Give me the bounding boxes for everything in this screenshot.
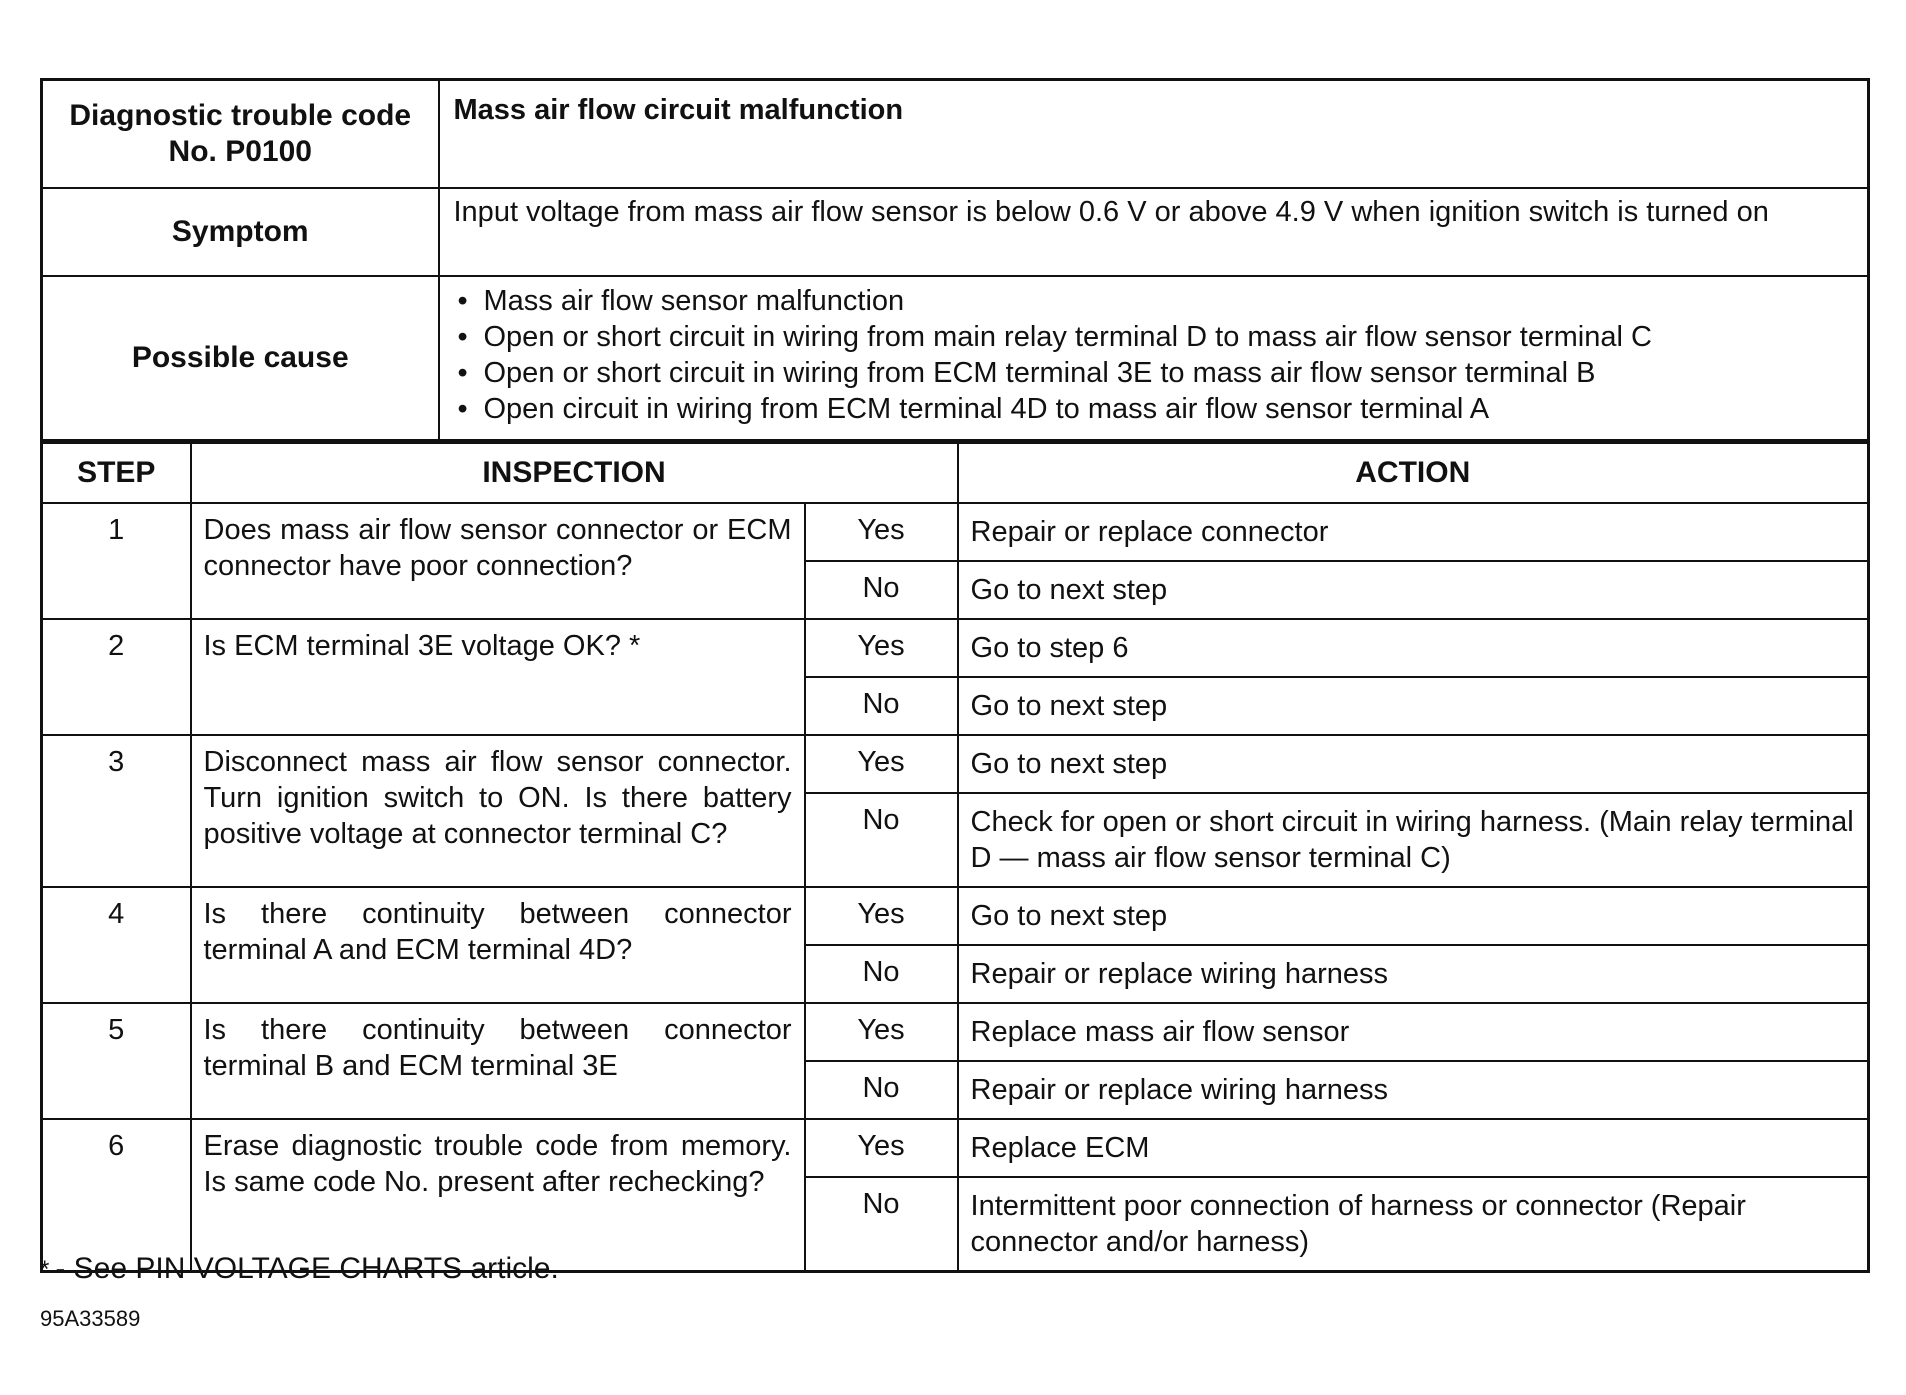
step-inspection: Is there continuity between connector terminal A and ECM terminal 4D?	[191, 887, 805, 1003]
no-label: No	[805, 1061, 958, 1119]
step-row	[42, 887, 1869, 945]
step-inspection: Is ECM terminal 3E voltage OK? *	[191, 619, 805, 735]
dtc-title: Mass air flow circuit malfunction	[439, 80, 1869, 188]
cause-item: • Mass air flow sensor malfunction	[454, 283, 1854, 319]
no-label: No	[805, 793, 958, 887]
possible-cause-label: Possible cause	[42, 276, 439, 441]
dtc-code-label: Diagnostic trouble code No. P0100	[42, 80, 439, 188]
no-label: No	[805, 677, 958, 735]
diagnostic-table-frame	[40, 78, 1870, 1273]
yes-action: Replace mass air flow sensor	[958, 1003, 1869, 1061]
yes-label: Yes	[805, 735, 958, 793]
column-header-row	[42, 443, 1869, 503]
no-label: No	[805, 561, 958, 619]
step-inspection: Is there continuity between connector terminal B and ECM terminal 3E	[191, 1003, 805, 1119]
step-inspection: Does mass air flow sensor connector or ECM connector have poor connection?	[191, 503, 805, 619]
no-label: No	[805, 945, 958, 1003]
no-action: Go to next step	[958, 561, 1869, 619]
step-number: 1	[42, 503, 191, 619]
step-number: 6	[42, 1119, 191, 1272]
yes-action: Go to next step	[958, 887, 1869, 945]
possible-cause-list	[454, 283, 1854, 427]
yes-action: Go to next step	[958, 735, 1869, 793]
symptom-text: Input voltage from mass air flow sensor is below 0.6 V or above 4.9 V when ignition switch is turned on	[439, 188, 1869, 276]
no-action: Intermittent poor connection of harness or connector (Repair connector and/or harness)	[958, 1177, 1869, 1272]
yes-action: Repair or replace connector	[958, 503, 1869, 561]
step-inspection: Erase diagnostic trouble code from memory. Is same code No. present after rechecking?	[191, 1119, 805, 1272]
cause-item: • Open or short circuit in wiring from main relay terminal D to mass air flow sensor terminal C	[454, 319, 1854, 355]
yes-label: Yes	[805, 1119, 958, 1177]
step-inspection: Disconnect mass air flow sensor connector. Turn ignition switch to ON. Is there battery positive voltage at connector terminal C?	[191, 735, 805, 887]
step-number: 5	[42, 1003, 191, 1119]
footnote-text: - See PIN VOLTAGE CHARTS article.	[55, 1252, 559, 1285]
possible-cause-row	[42, 276, 1869, 441]
step-row	[42, 1003, 1869, 1061]
step-row	[42, 735, 1869, 793]
yes-label: Yes	[805, 619, 958, 677]
asterisk-marker: *	[40, 1256, 50, 1284]
footnote	[40, 1252, 559, 1286]
cause-item: • Open or short circuit in wiring from ECM terminal 3E to mass air flow sensor terminal B	[454, 355, 1854, 391]
possible-cause-list-cell	[439, 276, 1869, 441]
step-number: 3	[42, 735, 191, 887]
steps-table	[40, 442, 1870, 1273]
no-label: No	[805, 1177, 958, 1272]
col-step-header: STEP	[42, 443, 191, 503]
step-number: 4	[42, 887, 191, 1003]
dtc-row	[42, 80, 1869, 188]
yes-label: Yes	[805, 887, 958, 945]
step-row	[42, 503, 1869, 561]
yes-label: Yes	[805, 503, 958, 561]
col-action-header: ACTION	[958, 443, 1869, 503]
symptom-row	[42, 188, 1869, 276]
no-action: Repair or replace wiring harness	[958, 1061, 1869, 1119]
step-row	[42, 1119, 1869, 1177]
dtc-header-table	[40, 78, 1870, 442]
symptom-label: Symptom	[42, 188, 439, 276]
no-action: Check for open or short circuit in wiring harness. (Main relay terminal D — mass air flow sensor terminal C)	[958, 793, 1869, 887]
cause-item: • Open circuit in wiring from ECM terminal 4D to mass air flow sensor terminal A	[454, 391, 1854, 427]
no-action: Repair or replace wiring harness	[958, 945, 1869, 1003]
step-row	[42, 619, 1869, 677]
yes-label: Yes	[805, 1003, 958, 1061]
no-action: Go to next step	[958, 677, 1869, 735]
yes-action: Replace ECM	[958, 1119, 1869, 1177]
figure-code: 95A33589	[40, 1306, 141, 1331]
step-number: 2	[42, 619, 191, 735]
yes-action: Go to step 6	[958, 619, 1869, 677]
col-inspection-header: INSPECTION	[191, 443, 958, 503]
